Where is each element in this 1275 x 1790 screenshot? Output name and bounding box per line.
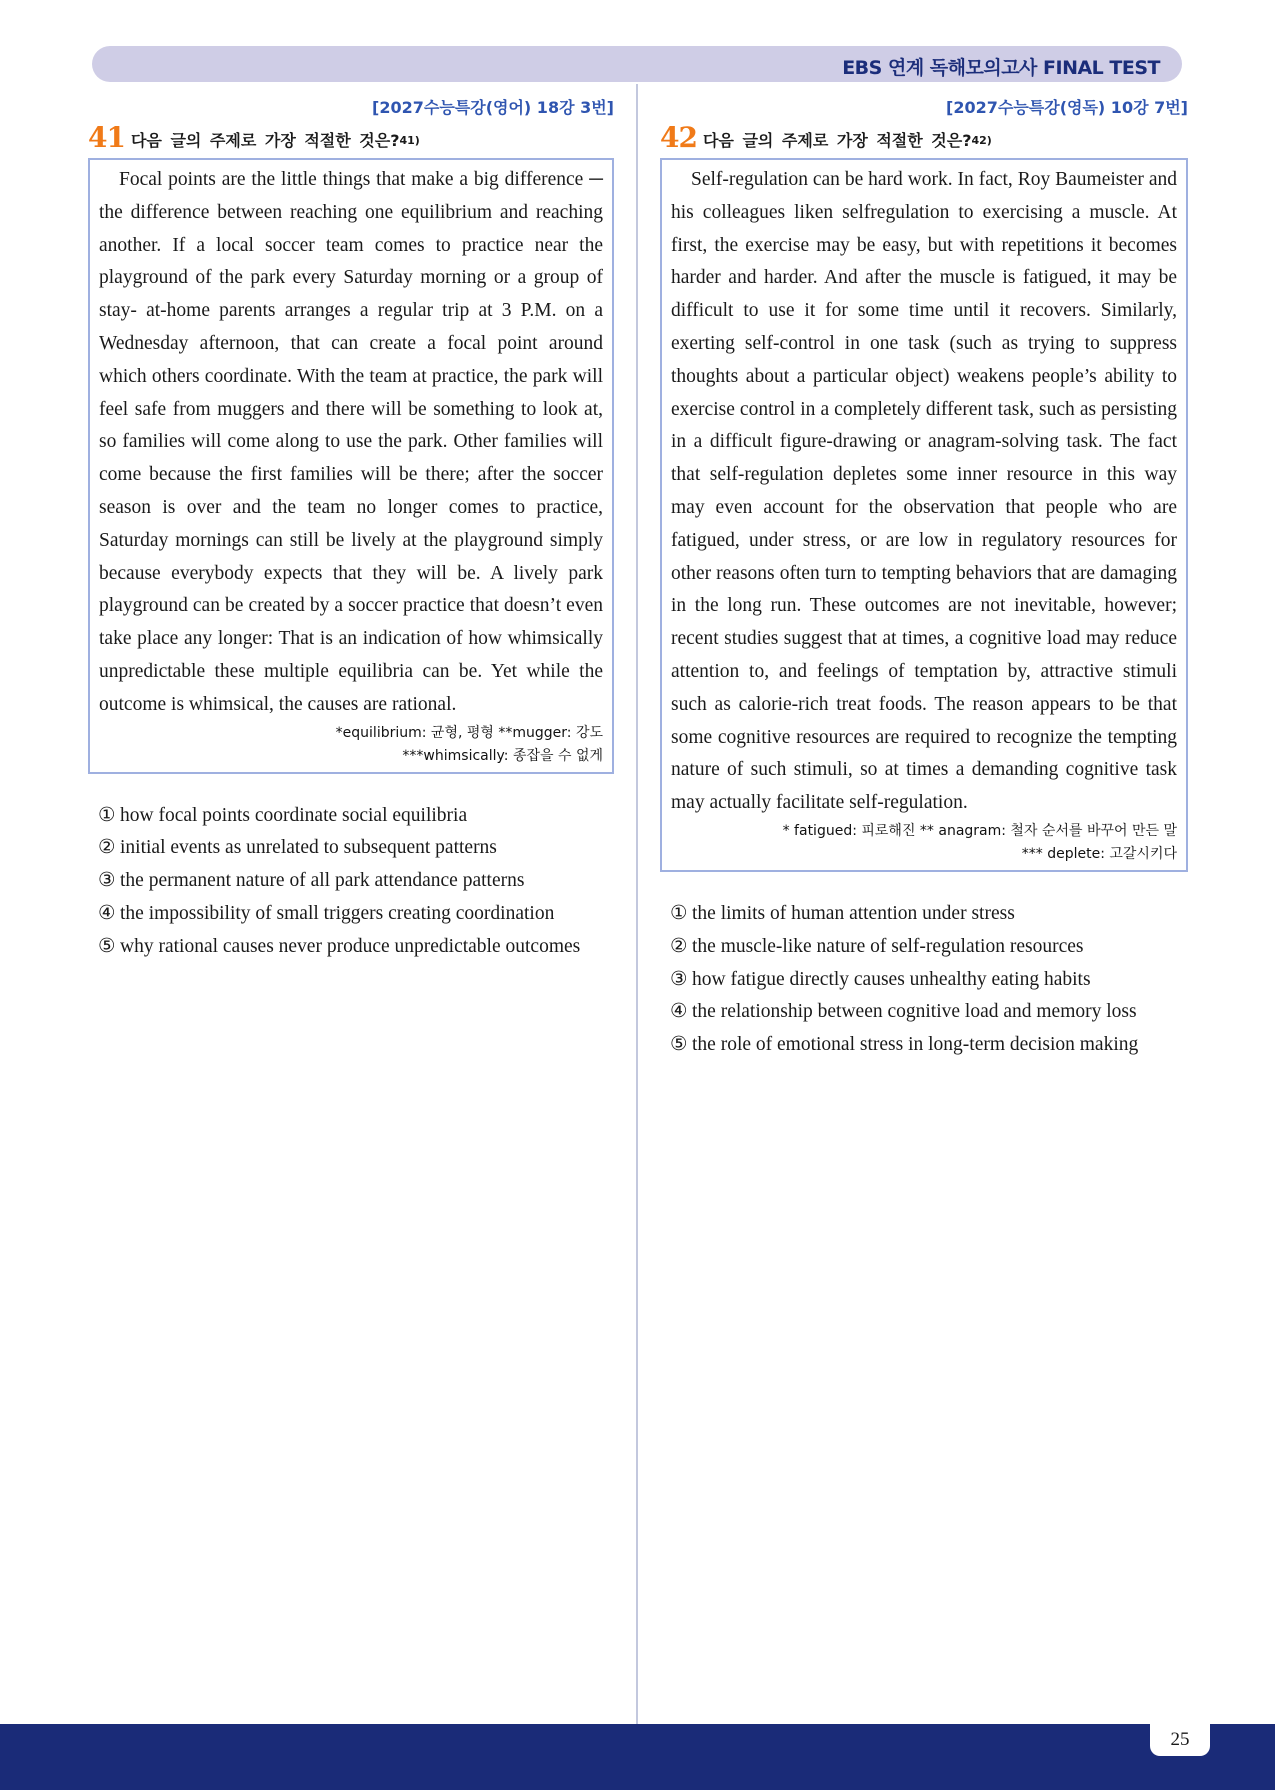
source-label: [2027수능특강(영어) 18강 3번] [372,98,614,117]
footnote-ref: 41) [399,134,420,147]
option-mark: ① [98,804,116,826]
footer-bar [0,1724,1275,1790]
answer-option[interactable] [98,865,614,898]
passage-text: Focal points are the little things that make a big difference ─ the difference between reaching one equilibrium and reaching another. If a local soccer team comes to practice near the playground of the park every Saturday morning or a group of stay- at-home parents arranges a regular trip at 3 P.M. on a Wednesday afternoon, that can create a focal point around which others coordinate. With the team at practice, the park will feel safe from muggers and there will be something to look at, so families will come along to use the park. Other families will come because the first families will be there; after the soccer season is over and the team no longer comes to practice, Saturday mornings can still be lively at the playground simply because everybody expects that they will be. A lively park playground can be created by a soccer practice that doesn’t even take place any longer: That is an indication of how whimsically unpredictable these multiple equilibria can be. Yet while the outcome is whimsical, the causes are rational. [99,169,603,715]
question-42 [660,96,1188,1062]
question-heading [660,122,1188,152]
gloss-line: * fatigued: 피로해진 ** anagram: 철자 순서를 바꾸어 만든 말 [782,822,1177,839]
option-mark: ① [670,902,688,924]
question-number: 42 [660,121,697,154]
gloss-line: ***whimsically: 종잡을 수 없게 [402,747,603,764]
option-mark: ② [670,935,688,957]
answer-option[interactable] [670,996,1188,1029]
answer-option[interactable] [98,898,614,931]
option-text: how fatigue directly causes unhealthy eating habits [692,968,1091,990]
question-prompt [131,130,420,152]
answer-option[interactable] [670,964,1188,997]
gloss-line: *equilibrium: 균형, 평형 **mugger: 강도 [335,724,603,741]
answer-option[interactable] [670,898,1188,931]
passage-text: Self-regulation can be hard work. In fact, Roy Baumeister and his colleagues liken selfregulation to exercising a muscle. At first, the exercise may be easy, but with repetitions it becomes harder and harder. And after the muscle is fatigued, it may be difficult to use it for some time until it recovers. Similarly, exerting self-control in one task (such as trying to suppress thoughts about a particular object) weakens people’s ability to exercise control in a completely different task, such as persisting in a difficult figure-drawing or anagram-solving task. The fact that self-regulation depletes some inner resource in this way may even account for the observation that people who are fatigued, under stress, or are low in regulatory resources for other reasons often turn to tempting behaviors that are damaging in the long run. These outcomes are not inevitable, however; recent studies suggest that at times, a cognitive load may reduce attention to, and feelings of temptation by, attractive stimuli such as calorie-rich treat foods. The reason appears to be that some cognitive resources are required to recognize the tempting nature of such stimuli, so at times a demanding cognitive task may actually facilitate self-regulation. [671,169,1177,814]
option-text: the limits of human attention under stress [692,902,1015,924]
page-number: 25 [1150,1724,1210,1756]
option-text: the impossibility of small triggers creating coordination [120,902,555,924]
source-label: [2027수능특강(영독) 10강 7번] [946,98,1188,117]
gloss-line: *** deplete: 고갈시키다 [1021,845,1177,862]
question-41 [88,96,614,964]
option-text: initial events as unrelated to subsequent patterns [120,837,497,859]
answer-option[interactable] [98,832,614,865]
option-text: the muscle-like nature of self-regulation resources [692,935,1084,957]
option-mark: ④ [670,1001,688,1023]
option-mark: ③ [670,968,688,990]
option-text: the relationship between cognitive load and memory loss [692,1001,1137,1023]
option-text: the permanent nature of all park attendance patterns [120,870,525,892]
option-mark: ⑤ [98,935,116,957]
option-mark: ③ [98,870,116,892]
option-text: why rational causes never produce unpredictable outcomes [120,935,581,957]
question-heading [88,122,614,152]
option-mark: ④ [98,902,116,924]
answer-options [660,898,1188,1062]
question-number: 41 [88,121,125,154]
question-prompt-text: 다음 글의 주제로 가장 적절한 것은? [130,131,400,150]
option-text: the role of emotional stress in long-term decision making [692,1034,1139,1056]
column-divider [636,84,638,1724]
answer-options [88,800,614,964]
option-text: how focal points coordinate social equilibria [120,804,468,826]
option-mark: ⑤ [670,1034,688,1056]
footnote-ref: 42) [971,134,992,147]
question-prompt [703,130,992,152]
passage-box [660,158,1188,872]
header-title: EBS 연계 독해모의고사 FINAL TEST [842,57,1160,79]
passage-box [88,158,614,774]
answer-option[interactable] [98,931,614,964]
header-bar [92,46,1182,82]
answer-option[interactable] [98,800,614,833]
answer-option[interactable] [670,1029,1188,1062]
question-prompt-text: 다음 글의 주제로 가장 적절한 것은? [702,131,972,150]
answer-option[interactable] [670,931,1188,964]
option-mark: ② [98,837,116,859]
